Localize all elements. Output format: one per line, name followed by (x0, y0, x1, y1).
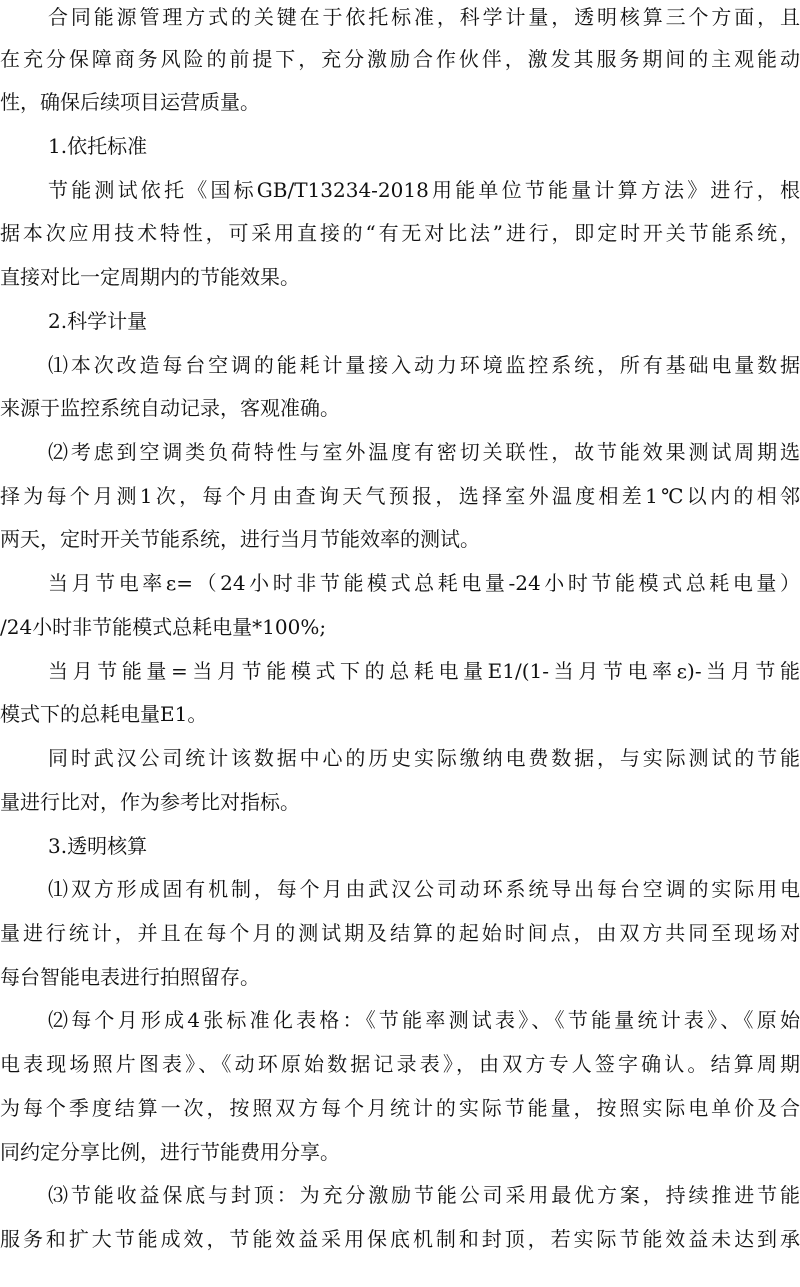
formula-line: 模式下的总耗电量E1。 (0, 702, 208, 726)
text-line: ⑵每个月形成4张标准化表格：《节能率测试表》、《节能量统计表》、《原始 (48, 1008, 800, 1032)
formula-line: 当月节电率ε=（24小时非节能模式总耗电量-24小时节能模式总耗电量） (48, 571, 800, 595)
text-line: 同时武汉公司统计该数据中心的历史实际缴纳电费数据，与实际测试的节能 (48, 746, 800, 770)
text-line: 节能测试依托《国标GB/T13234-2018用能单位节能量计算方法》进行，根 (48, 178, 800, 202)
text-line: ⑴双方形成固有机制，每个月由武汉公司动环系统导出每台空调的实际用电 (48, 877, 800, 901)
text-line: ⑴本次改造每台空调的能耗计量接入动力环境监控系统，所有基础电量数据 (48, 353, 800, 377)
text-line: 来源于监控系统自动记录，客观准确。 (0, 396, 340, 420)
formula-line: /24小时非节能模式总耗电量*100%; (0, 615, 327, 639)
text-line: 在充分保障商务风险的前提下，充分激励合作伙伴，激发其服务期间的主观能动 (0, 47, 800, 71)
text-line: 合同能源管理方式的关键在于依托标准，科学计量，透明核算三个方面，且 (48, 5, 800, 29)
text-line: ⑵考虑到空调类负荷特性与室外温度有密切关联性，故节能效果测试周期选 (48, 440, 800, 464)
text-line: 服务和扩大节能成效，节能效益采用保底机制和封顶，若实际节能效益未达到承 (0, 1227, 800, 1251)
text-line: 两天，定时开关节能系统，进行当月节能效率的测试。 (0, 527, 480, 551)
text-line: 同约定分享比例，进行节能费用分享。 (0, 1140, 340, 1164)
text-line: 择为每个月测1次，每个月由查询天气预报，选择室外温度相差1℃以内的相邻 (0, 484, 800, 508)
text-line: 量进行统计，并且在每个月的测试期及结算的起始时间点，由双方共同至现场对 (0, 921, 800, 945)
section-heading: 1.依托标准 (48, 134, 148, 158)
text-line: 为每个季度结算一次，按照双方每个月统计的实际节能量，按照实际电单价及合 (0, 1096, 800, 1120)
text-line: 电表现场照片图表》、《动环原始数据记录表》，由双方专人签字确认。结算周期 (0, 1052, 800, 1076)
text-line: 量进行比对，作为参考比对指标。 (0, 790, 300, 814)
text-line: 每台智能电表进行拍照留存。 (0, 965, 260, 989)
formula-line: 当月节能量=当月节能模式下的总耗电量E1/(1-当月节电率ε)-当月节能 (48, 659, 800, 683)
text-line: 据本次应用技术特性，可采用直接的“有无对比法”进行，即定时开关节能系统， (0, 221, 800, 245)
text-line: ⑶节能收益保底与封顶：为充分激励节能公司采用最优方案，持续推进节能 (48, 1183, 800, 1207)
section-heading: 3.透明核算 (48, 834, 148, 858)
text-line: 性，确保后续项目运营质量。 (0, 90, 260, 114)
text-line: 直接对比一定周期内的节能效果。 (0, 265, 300, 289)
section-heading: 2.科学计量 (48, 309, 148, 333)
